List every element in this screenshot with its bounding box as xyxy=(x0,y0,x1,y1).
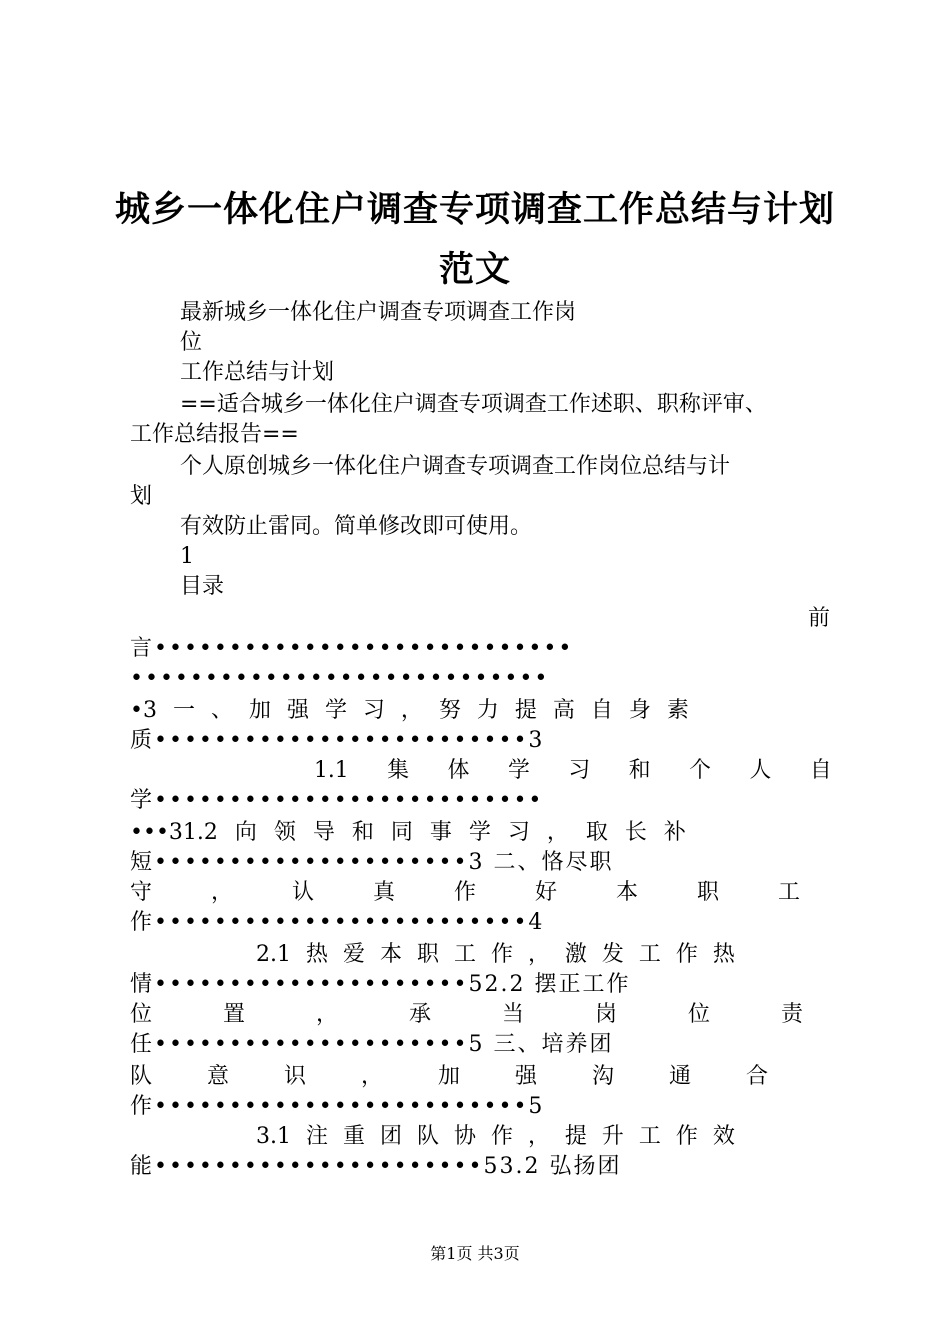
page-footer: 第1页 共3页 xyxy=(430,1244,520,1263)
toc-line: 2.1 热 爱 本 职 工 作 ， 激 发 工 作 热 xyxy=(256,942,735,967)
toc-line: •••••••••••••••••••••••••••• xyxy=(130,666,550,691)
document-title-line-2: 范文 xyxy=(438,250,511,290)
toc-line: 言•••••••••••••••••••••••••••• xyxy=(130,636,574,661)
toc-line: 能••••••••••••••••••••••53.2 弘扬团 xyxy=(130,1154,622,1179)
toc-line: 1.1 集 体 学 习 和 个 人 自 xyxy=(314,758,832,783)
toc-line: 位 置 ， 承 当 岗 位 责 xyxy=(130,1002,803,1027)
toc-line: 短•••••••••••••••••••••3 二、恪尽职 xyxy=(130,850,614,875)
intro-line: 个人原创城乡一体化住户调查专项调查工作岗位总结与计 xyxy=(180,454,731,479)
toc-line: 队 意 识 ， 加 强 沟 通 合 xyxy=(130,1064,768,1089)
intro-line: 工作总结与计划 xyxy=(180,360,335,385)
toc-line: 情•••••••••••••••••••••52.2 摆正工作 xyxy=(130,972,631,997)
toc-line: •3 一 、 加 强 学 习 ， 努 力 提 高 自 身 素 xyxy=(130,698,689,723)
toc-line: •••31.2 向 领 导 和 同 事 学 习 ， 取 长 补 xyxy=(130,820,686,845)
toc-line: 任•••••••••••••••••••••5 三、培养团 xyxy=(130,1032,614,1057)
page-number-marker: 1 xyxy=(180,544,194,569)
toc-line: 作•••••••••••••••••••••••••4 xyxy=(130,910,545,935)
toc-heading: 目录 xyxy=(180,574,225,599)
document-title-line-1: 城乡一体化住户调查专项调查工作总结与计划 xyxy=(114,190,835,230)
toc-line: 守 ， 认 真 作 好 本 职 工 xyxy=(130,880,800,905)
toc-line: 前 xyxy=(808,606,831,631)
intro-line: 有效防止雷同。简单修改即可使用。 xyxy=(180,514,533,539)
toc-line: 作•••••••••••••••••••••••••5 xyxy=(130,1094,545,1119)
toc-line: 3.1 注 重 团 队 协 作 ， 提 升 工 作 效 xyxy=(256,1124,735,1149)
intro-line: 位 xyxy=(180,330,203,355)
intro-line: ==适合城乡一体化住户调查专项调查工作述职、职称评审、 xyxy=(180,392,767,417)
toc-line: 学•••••••••••••••••••••••••• xyxy=(130,788,544,813)
intro-line: 最新城乡一体化住户调查专项调查工作岗 xyxy=(180,300,577,325)
intro-line: 划 xyxy=(130,484,153,509)
toc-line: 质•••••••••••••••••••••••••3 xyxy=(130,728,545,753)
intro-line: 工作总结报告== xyxy=(130,422,299,447)
